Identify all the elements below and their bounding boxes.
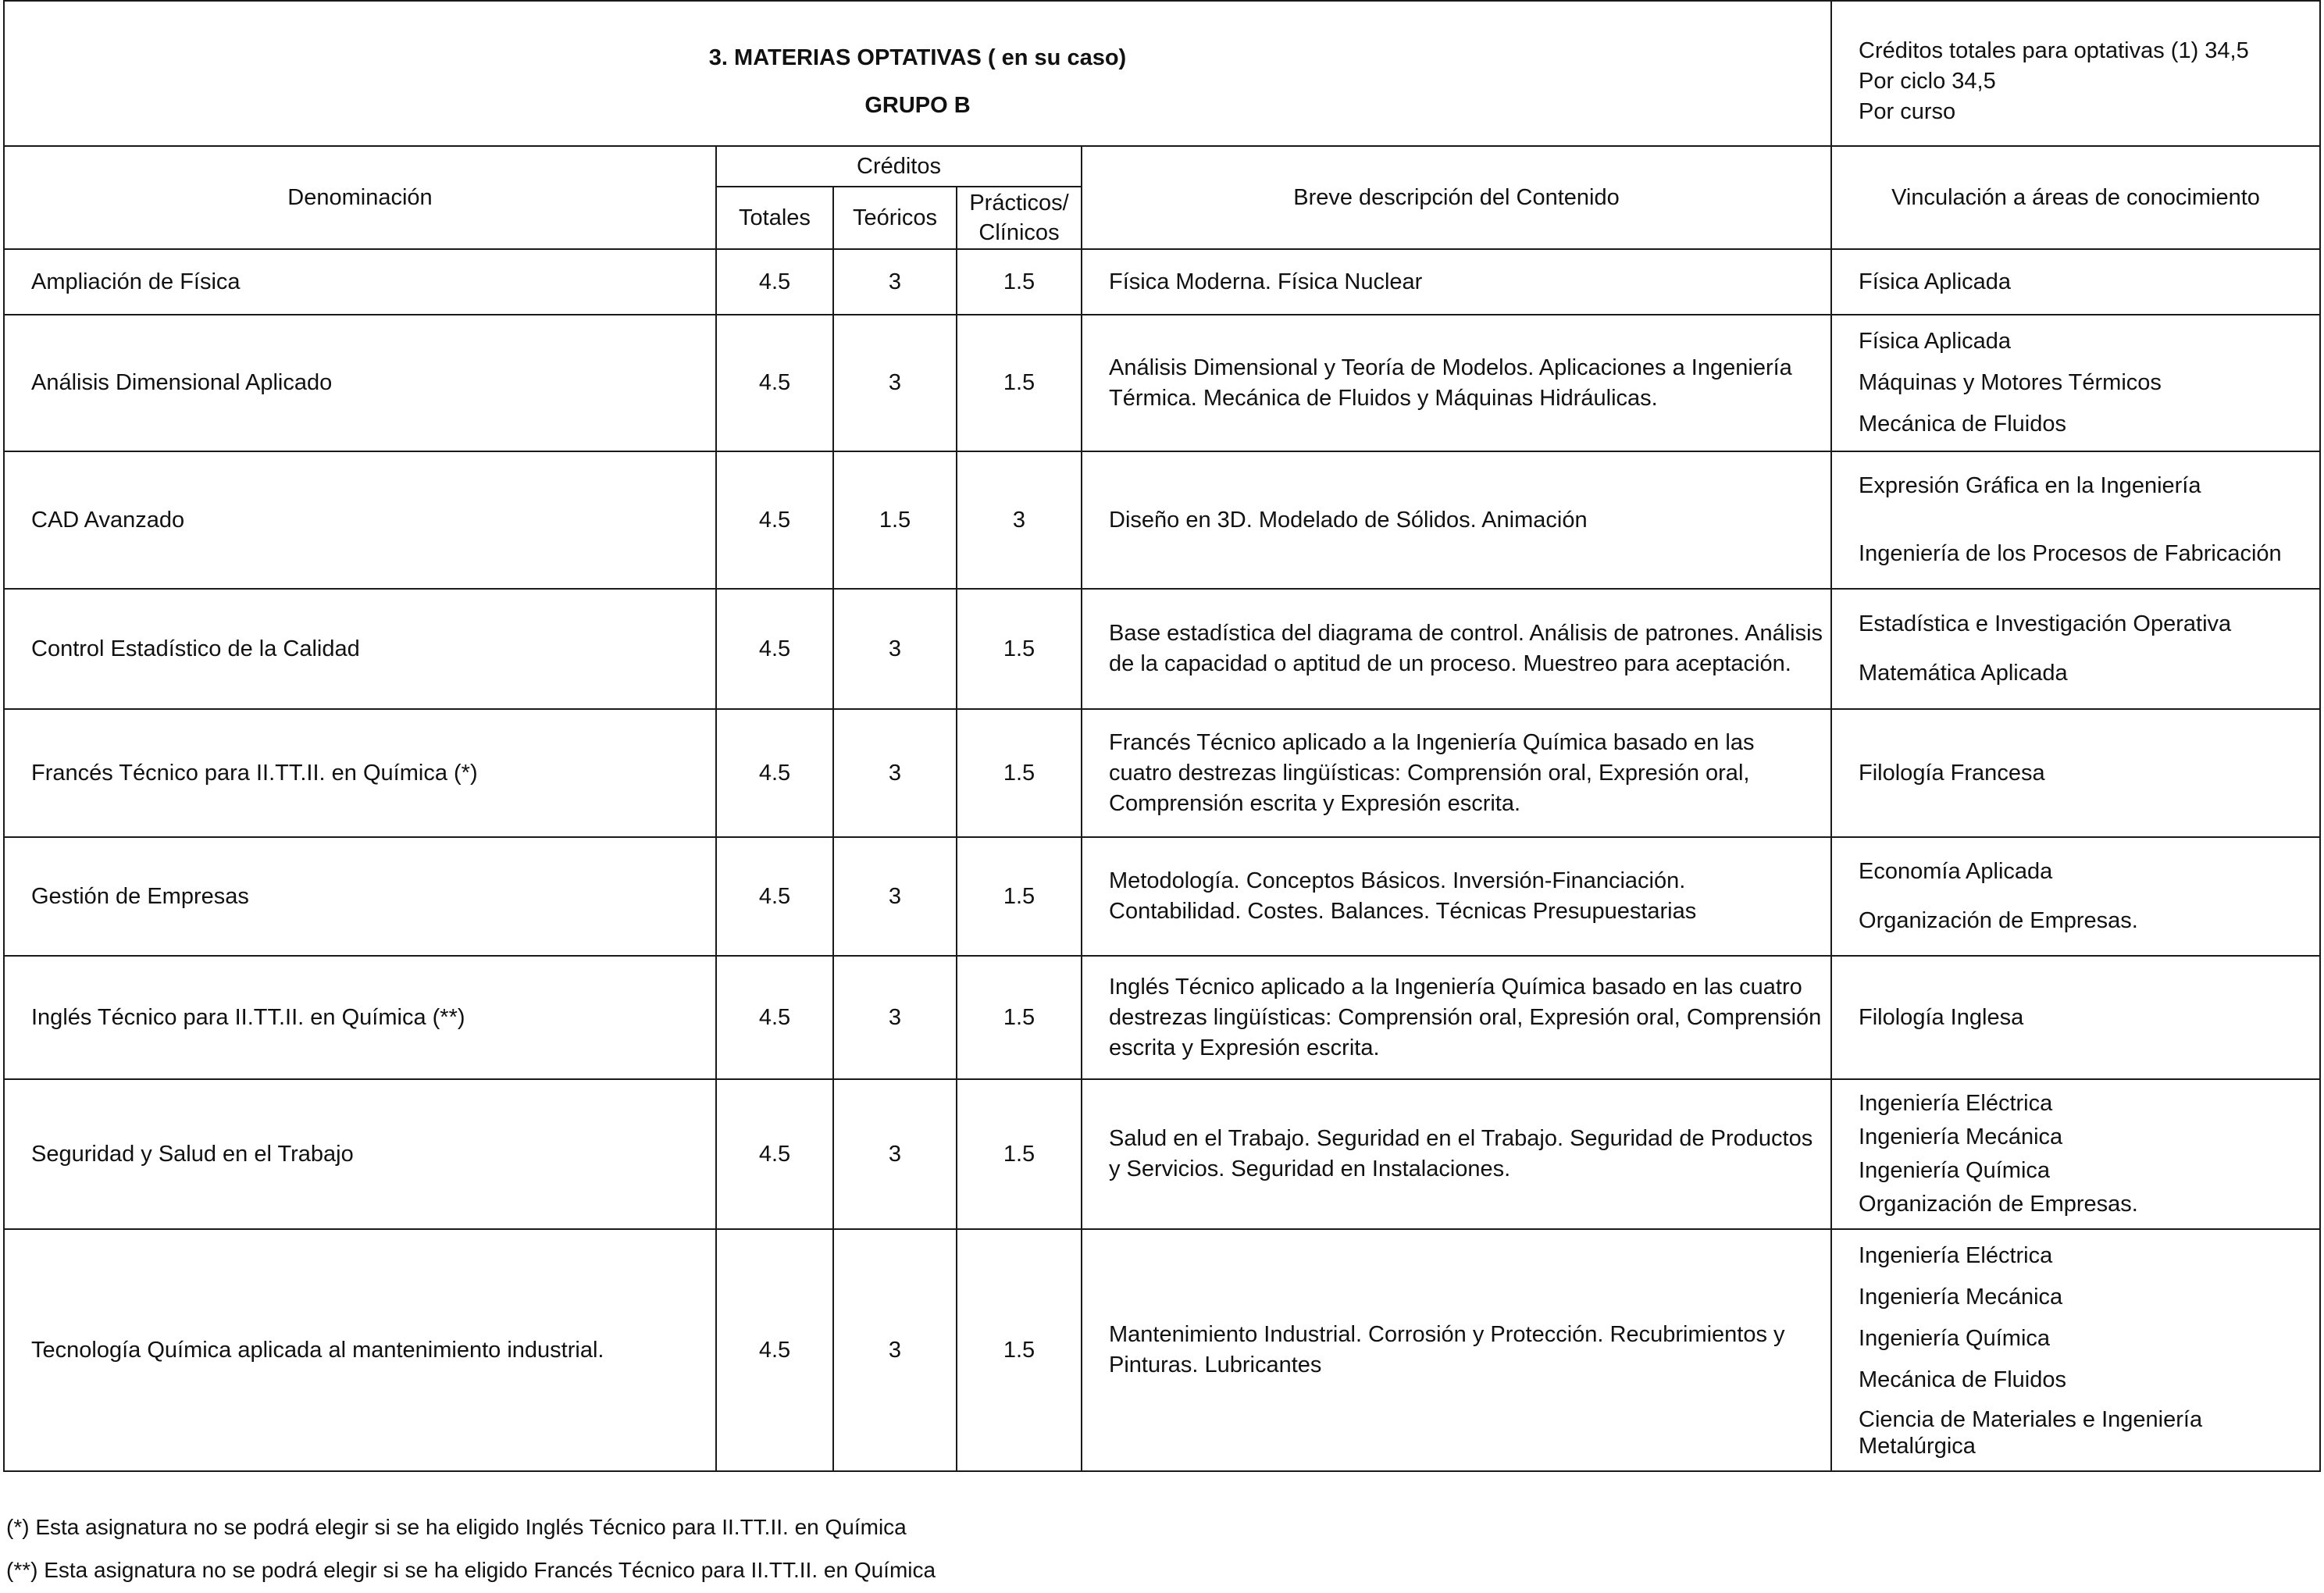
header-row-1 (4, 146, 2320, 187)
per-cycle-text: Por ciclo 34,5 (1859, 68, 1996, 94)
subject-description: Base estadística del diagrama de control. Análisis de patrones. Análisis de la capacidad o aptitud de un proceso. Muestreo para aceptación. (1082, 589, 1831, 709)
credits-practice: 1.5 (957, 249, 1082, 315)
col-vinculacion: Vinculación a áreas de conocimiento (1831, 146, 2320, 249)
title-row (4, 1, 2320, 146)
col-practicos-line2: Clínicos (978, 220, 1060, 245)
credits-total: 4.5 (716, 837, 833, 956)
area-item: Física Aplicada (1859, 269, 2012, 294)
subject-areas (1831, 1079, 2320, 1229)
col-descripcion: Breve descripción del Contenido (1082, 146, 1831, 249)
subject-name: Control Estadístico de la Calidad (4, 589, 716, 709)
area-item: Matemática Aplicada (1859, 661, 2068, 686)
optativas-table (3, 0, 2321, 1472)
area-item: Física Aplicada (1859, 329, 2012, 354)
subject-name: Ampliación de Física (4, 249, 716, 315)
area-item: Expresión Gráfica en la Ingeniería (1859, 473, 2201, 498)
credits-practice: 1.5 (957, 1229, 1082, 1471)
credits-practice: 1.5 (957, 315, 1082, 451)
subject-areas (1831, 315, 2320, 451)
area-item: Filología Inglesa (1859, 1004, 2024, 1030)
subject-description: Física Moderna. Física Nuclear (1082, 249, 1831, 315)
subject-description: Salud en el Trabajo. Seguridad en el Trabajo. Seguridad de Productos y Servicios. Seguridad en Instalaciones. (1082, 1079, 1831, 1229)
area-item: Ingeniería de los Procesos de Fabricación (1859, 541, 2282, 566)
credits-theory: 3 (833, 249, 957, 315)
subject-areas (1831, 709, 2320, 837)
subject-name: Tecnología Química aplicada al mantenimiento industrial. (4, 1229, 716, 1471)
table-row (4, 1229, 2320, 1471)
credits-practice: 1.5 (957, 837, 1082, 956)
subject-description: Análisis Dimensional y Teoría de Modelos. Aplicaciones a Ingeniería Térmica. Mecánica de Fluidos y Máquinas Hidráulicas. (1082, 315, 1831, 451)
credits-theory: 3 (833, 315, 957, 451)
table-row (4, 249, 2320, 315)
subject-description: Inglés Técnico aplicado a la Ingeniería Química basado en las cuatro destrezas lingüísticas: Comprensión oral, Expresión oral, Comprensión escrita y Expresión escrita. (1082, 956, 1831, 1079)
area-item: Ingeniería Eléctrica (1859, 1243, 2053, 1268)
table-row (4, 1079, 2320, 1229)
subject-name: Seguridad y Salud en el Trabajo (4, 1079, 716, 1229)
area-item: Ingeniería Mecánica (1859, 1285, 2063, 1310)
subject-areas (1831, 589, 2320, 709)
credits-total: 4.5 (716, 1229, 833, 1471)
area-item: Ciencia de Materiales e Ingeniería Metalúrgica (1859, 1407, 2203, 1459)
title-cell (4, 1, 1831, 146)
subject-name: CAD Avanzado (4, 451, 716, 589)
col-totales: Totales (716, 187, 833, 249)
area-item: Mecánica de Fluidos (1859, 412, 2066, 437)
credits-theory: 3 (833, 589, 957, 709)
per-course-text: Por curso (1859, 98, 1956, 124)
col-practicos-line1: Prácticos/ (969, 191, 1069, 216)
credits-theory: 3 (833, 709, 957, 837)
credits-total: 4.5 (716, 249, 833, 315)
subject-name: Gestión de Empresas (4, 837, 716, 956)
subject-areas (1831, 956, 2320, 1079)
area-item: Economía Aplicada (1859, 859, 2053, 884)
area-item: Filología Francesa (1859, 760, 2045, 786)
subject-areas (1831, 837, 2320, 956)
credits-practice: 1.5 (957, 709, 1082, 837)
credits-theory: 3 (833, 837, 957, 956)
credits-total: 4.5 (716, 709, 833, 837)
credits-theory: 3 (833, 956, 957, 1079)
col-denominacion: Denominación (4, 146, 716, 249)
area-item: Organización de Empresas. (1859, 1192, 2138, 1217)
area-item: Organización de Empresas. (1859, 908, 2138, 933)
group-title: GRUPO B (864, 93, 971, 118)
credits-practice: 3 (957, 451, 1082, 589)
area-item: Ingeniería Química (1859, 1326, 2051, 1351)
credits-theory: 3 (833, 1229, 957, 1471)
footnote-1: (*) Esta asignatura no se podrá elegir si se ha eligido Inglés Técnico para II.TT.II. en Química (6, 1515, 907, 1539)
credits-theory: 1.5 (833, 451, 957, 589)
table-row (4, 837, 2320, 956)
table-row (4, 451, 2320, 589)
credits-practice: 1.5 (957, 1079, 1082, 1229)
subject-description: Francés Técnico aplicado a la Ingeniería Química basado en las cuatro destrezas lingüísticas: Comprensión oral, Expresión oral, Comprensión escrita y Expresión escrita. (1082, 709, 1831, 837)
subject-description: Mantenimiento Industrial. Corrosión y Protección. Recubrimientos y Pinturas. Lubricantes (1082, 1229, 1831, 1471)
credits-total: 4.5 (716, 589, 833, 709)
area-item: Ingeniería Química (1859, 1158, 2051, 1183)
col-creditos: Créditos (716, 146, 1082, 187)
area-item: Mecánica de Fluidos (1859, 1367, 2066, 1392)
subject-areas (1831, 249, 2320, 315)
table-row (4, 315, 2320, 451)
credits-total: 4.5 (716, 956, 833, 1079)
subject-areas (1831, 451, 2320, 589)
table-row (4, 709, 2320, 837)
table-row (4, 956, 2320, 1079)
section-title: 3. MATERIAS OPTATIVAS ( en su caso) (708, 45, 1127, 70)
subject-description: Diseño en 3D. Modelado de Sólidos. Animación (1082, 451, 1831, 589)
area-item: Estadística e Investigación Operativa (1859, 611, 2232, 636)
credits-theory: 3 (833, 1079, 957, 1229)
table-row (4, 589, 2320, 709)
credits-total: 4.5 (716, 1079, 833, 1229)
col-practicos (957, 187, 1082, 249)
subject-name: Inglés Técnico para II.TT.II. en Química (**) (4, 956, 716, 1079)
credits-practice: 1.5 (957, 956, 1082, 1079)
total-credits-text: Créditos totales para optativas (1) 34,5 (1859, 37, 2249, 63)
credits-practice: 1.5 (957, 589, 1082, 709)
col-teoricos: Teóricos (833, 187, 957, 249)
subject-areas (1831, 1229, 2320, 1471)
credits-total: 4.5 (716, 315, 833, 451)
subject-name: Análisis Dimensional Aplicado (4, 315, 716, 451)
subject-description: Metodología. Conceptos Básicos. Inversión-Financiación. Contabilidad. Costes. Balances. Técnicas Presupuestarias (1082, 837, 1831, 956)
area-item: Ingeniería Mecánica (1859, 1124, 2063, 1149)
area-item: Máquinas y Motores Térmicos (1859, 370, 2162, 395)
area-item: Ingeniería Eléctrica (1859, 1091, 2053, 1116)
footnote-2: (**) Esta asignatura no se podrá elegir si se ha eligido Francés Técnico para II.TT.II. en Química (6, 1558, 936, 1582)
credits-total: 4.5 (716, 451, 833, 589)
credits-info (1831, 1, 2320, 146)
subject-name: Francés Técnico para II.TT.II. en Química (*) (4, 709, 716, 837)
